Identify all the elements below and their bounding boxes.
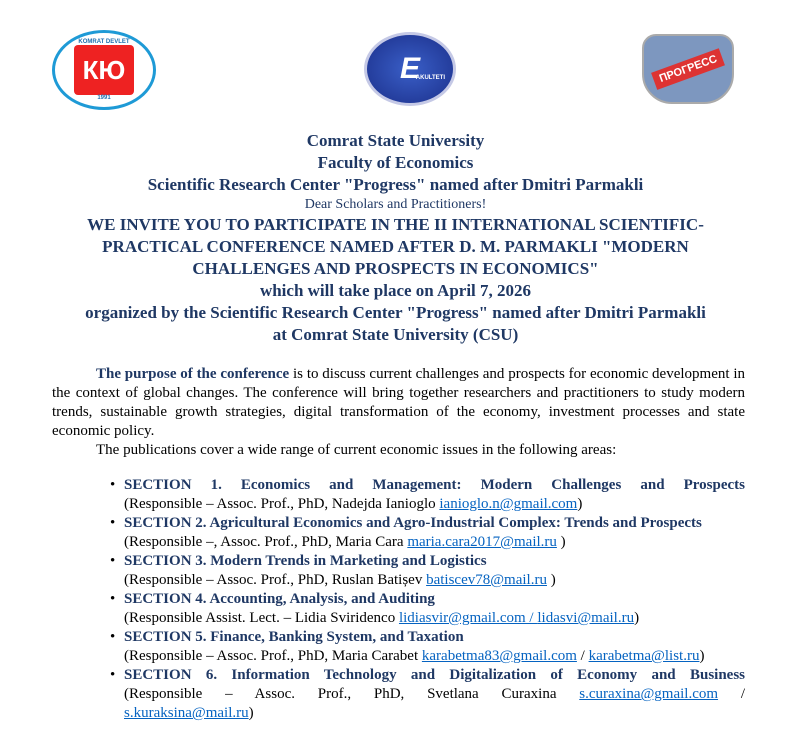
organizer: organized by the Scientific Research Center "Progress" named after Dmitri Parmakli: [85, 303, 706, 322]
conference-date: which will take place on April 7, 2026: [259, 281, 532, 300]
email-link[interactable]: lidasvi@mail.ru: [537, 610, 635, 626]
venue: at Comrat State University (CSU): [272, 325, 519, 344]
center-name: Scientific Research Center "Progress" named after Dmitri Parmakli: [147, 175, 644, 194]
publications-paragraph: The publications cover a wide range of current economic issues in the following areas:: [96, 442, 617, 458]
university-name: Comrat State University: [306, 131, 485, 150]
invite-line: CHALLENGES AND PROSPECTS IN ECONOMICS": [192, 259, 599, 278]
invite-line: PRACTICAL CONFERENCE NAMED AFTER D. M. PARMAKLI "MODERN: [102, 237, 689, 256]
purpose-paragraph: The purpose of the conference is to discuss current challenges and prospects for economic development in the context of global changes. The conference will bring together researchers and practitioners to study modern trends, sustainable growth strategies, digital transformation of the economy, investment processes and state economic policy.: [52, 366, 745, 439]
list-item: • SECTION 6. Information Technology and Digitalization of Economy and Business (Responsible – Assoc. Prof., PhD, Svetlana Curaxina s.curaxina@gmail.com / s.kuraksina@mail.ru): [124, 666, 745, 723]
invite-line: WE INVITE YOU TO PARTICIPATE IN THE II INTERNATIONAL SCIENTIFIC-: [87, 215, 704, 234]
email-link[interactable]: lidiasvir@gmail.com /: [398, 610, 538, 626]
progress-center-logo: ПРОГРЕСС: [642, 34, 734, 104]
document-body: [52, 365, 745, 723]
email-link[interactable]: maria.cara2017@mail.ru: [407, 534, 557, 550]
email-link[interactable]: s.curaxina@gmail.com: [579, 686, 719, 702]
list-item: • SECTION 1. Economics and Management: Modern Challenges and Prospects (Responsible – Assoc. Prof., PhD, Nadejda Ianioglo ianioglo.n@gmail.com): [124, 476, 745, 514]
faculty-name: Faculty of Economics: [317, 153, 474, 172]
list-item: • SECTION 4. Accounting, Analysis, and Auditing (Responsible Assist. Lect. – Lidia Sviridenco lidiasvir@gmail.com / lidasvi@mail.ru): [124, 590, 745, 628]
document-header: [0, 130, 791, 346]
faculty-logo: E AKULTETI: [364, 32, 456, 106]
email-link[interactable]: ianioglo.n@gmail.com: [439, 496, 578, 512]
list-item: • SECTION 3. Modern Trends in Marketing and Logistics (Responsible – Assoc. Prof., PhD, Ruslan Batișev batiscev78@mail.ru ): [124, 552, 745, 590]
email-link[interactable]: batiscev78@mail.ru: [426, 572, 547, 588]
list-item: • SECTION 5. Finance, Banking System, and Taxation (Responsible – Assoc. Prof., PhD, Maria Carabet karabetma83@gmail.com / karabetma@list.ru): [124, 628, 745, 666]
email-link[interactable]: karabetma83@gmail.com: [421, 648, 577, 664]
sections-list: [52, 476, 745, 723]
email-link[interactable]: s.kuraksina@mail.ru: [124, 705, 249, 721]
email-link[interactable]: karabetma@list.ru: [588, 648, 700, 664]
greeting: Dear Scholars and Practitioners!: [304, 197, 487, 212]
university-logo: КЮ KOMRAT DEVLET 1991: [52, 30, 156, 110]
list-item: • SECTION 2. Agricultural Economics and Agro-Industrial Complex: Trends and Prospects (Responsible –, Assoc. Prof., PhD, Maria Cara maria.cara2017@mail.ru ): [124, 514, 745, 552]
